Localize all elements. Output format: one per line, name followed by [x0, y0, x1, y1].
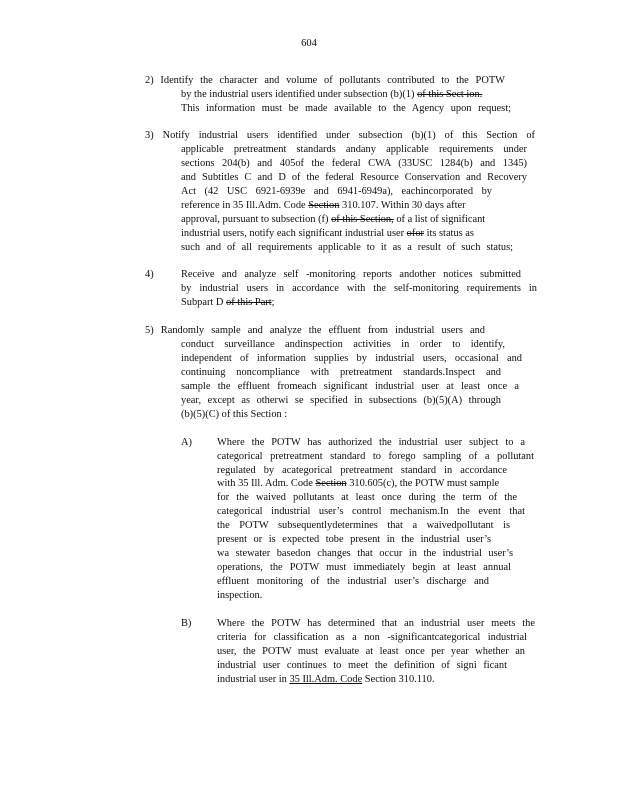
item-4-label: 4) [145, 269, 154, 280]
subsection-a-line-4 [217, 477, 499, 490]
item-3-line-8-struck: ofor [406, 228, 424, 239]
subsection-b-line-5-text-a: industrial user in [217, 674, 287, 685]
item-3-line-8-text-a: industrial users, notify each significant industrial user [181, 228, 405, 239]
item-3-line-6-struck: Section [308, 200, 340, 211]
item-4-line-2: by industrial users in accordance with the self-monitoring requirements in [181, 283, 537, 294]
item-4-line-3-text-b: ; [271, 297, 275, 308]
subsection-b-line-5 [217, 673, 435, 686]
subsection-b-label: B) [181, 618, 192, 629]
item-3-line-5: Act (42 USC 6921-6939e and 6941-6949a), eachincorporated by [181, 186, 492, 197]
item-5-line-3: independent of information supplies by industrial users, occasional and [181, 353, 522, 364]
subsection-a-line-2: categorical pretreatment standard to forego sampling of a pollutant [217, 451, 534, 462]
item-4-line-3-text-a: Subpart D [181, 297, 224, 308]
subsection-b-line-1: Where the POTW has determined that an industrial user meets the [217, 618, 535, 629]
item-3-line-7 [181, 213, 485, 226]
subsection-a-line-3: regulated by acategorical pretreatment standard in accordance [217, 465, 507, 476]
subsection-a-line-5: for the waived pollutants at least once during the term of the [217, 492, 517, 503]
item-4-line-3-struck: of this Part [226, 297, 272, 308]
item-3-line-2: applicable pretreatment standards andany applicable requirements under [181, 144, 527, 155]
subsection-b-line-5-text-b: Section 310.110. [364, 674, 435, 685]
item-3-line-7-text-a: approval, pursuant to subsection (f) [181, 214, 329, 225]
subsection-a-line-4-text-b: 310.605(c), the POTW must sample [349, 478, 500, 489]
subsection-a-line-12: inspection. [217, 590, 263, 601]
subsection-a-line-8: present or is expected tobe present in the industrial user’s [217, 534, 491, 545]
item-3-line-8 [181, 227, 474, 240]
subsection-a-line-6: categorical industrial user’s control mechanism.In the event that [217, 506, 525, 517]
item-3-line-8-text-b: its status as [426, 228, 474, 239]
item-5-line-4: continuing noncompliance with pretreatment standards.Inspect and [181, 367, 501, 378]
item-3-line-7-text-b: of a list of significant [396, 214, 486, 225]
item-3-line-3: sections 204(b) and 405of the federal CWA (33USC 1284(b) and 1345) [181, 158, 527, 169]
item-2-text: by the industrial users identified under subsection (b)(1) [181, 89, 415, 100]
item-2-line-3: This information must be made available to the Agency upon request; [181, 103, 511, 114]
subsection-a-line-11: effluent monitoring of the industrial user’s discharge and [217, 576, 489, 587]
item-5-line-1: 5) Randomly sample and analyze the effluent from industrial users and [145, 325, 485, 336]
subsection-a-line-4-text-a: with 35 Ill. Adm. Code [217, 478, 313, 489]
item-3-line-6 [181, 199, 466, 212]
item-4-line-3 [181, 296, 275, 309]
item-3-line-7-struck: of this Section, [331, 214, 394, 225]
item-5-line-5: sample the effluent fromeach significant industrial user at least once a [181, 381, 519, 392]
item-5-line-2: conduct surveillance andinspection activities in order to identify, [181, 339, 505, 350]
item-3-line-4: and Subtitles C and D of the federal Resource Conservation and Recovery [181, 172, 527, 183]
item-2-line-1: 2) Identify the character and volume of pollutants contributed to the POTW [145, 75, 505, 86]
item-2-line-2 [181, 88, 526, 101]
subsection-a-line-10: operations, the POTW must immediately begin at least annual [217, 562, 511, 573]
item-3-line-6-text-a: reference in 35 Ill.Adm. Code [181, 200, 306, 211]
subsection-a-line-7: the POTW subsequentlydetermines that a waivedpollutant is [217, 520, 510, 531]
item-3-line-6-text-b: 310.107. Within 30 days after [342, 200, 466, 211]
item-4-line-1: Receive and analyze self -monitoring reports andother notices submitted [181, 269, 521, 280]
item-2-struck-text: of this Sect ion. [417, 89, 483, 100]
subsection-a-label: A) [181, 437, 192, 448]
subsection-a-line-1: Where the POTW has authorized the industrial user subject to a [217, 437, 525, 448]
item-3-line-9: such and of all requirements applicable to it as a result of such status; [181, 242, 513, 253]
subsection-a-line-4-struck: Section [315, 478, 347, 489]
item-5-line-6: year, except as otherwi se specified in subsections (b)(5)(A) through [181, 395, 501, 406]
subsection-b-line-5-underlined: 35 Ill.Adm. Code [289, 674, 363, 685]
subsection-b-line-2: criteria for classification as a non -significantcategorical industrial [217, 632, 527, 643]
subsection-b-line-3: user, the POTW must evaluate at least once per year whether an [217, 646, 525, 657]
item-5-line-7: (b)(5)(C) of this Section : [181, 409, 288, 420]
item-3-line-1: 3) Notify industrial users identified under subsection (b)(1) of this Section of [145, 130, 535, 141]
page-number: 604 [301, 38, 317, 49]
subsection-b-line-4: industrial user continues to meet the definition of signi ficant [217, 660, 507, 671]
subsection-a-line-9: wa stewater basedon changes that occur in the industrial user’s [217, 548, 513, 559]
